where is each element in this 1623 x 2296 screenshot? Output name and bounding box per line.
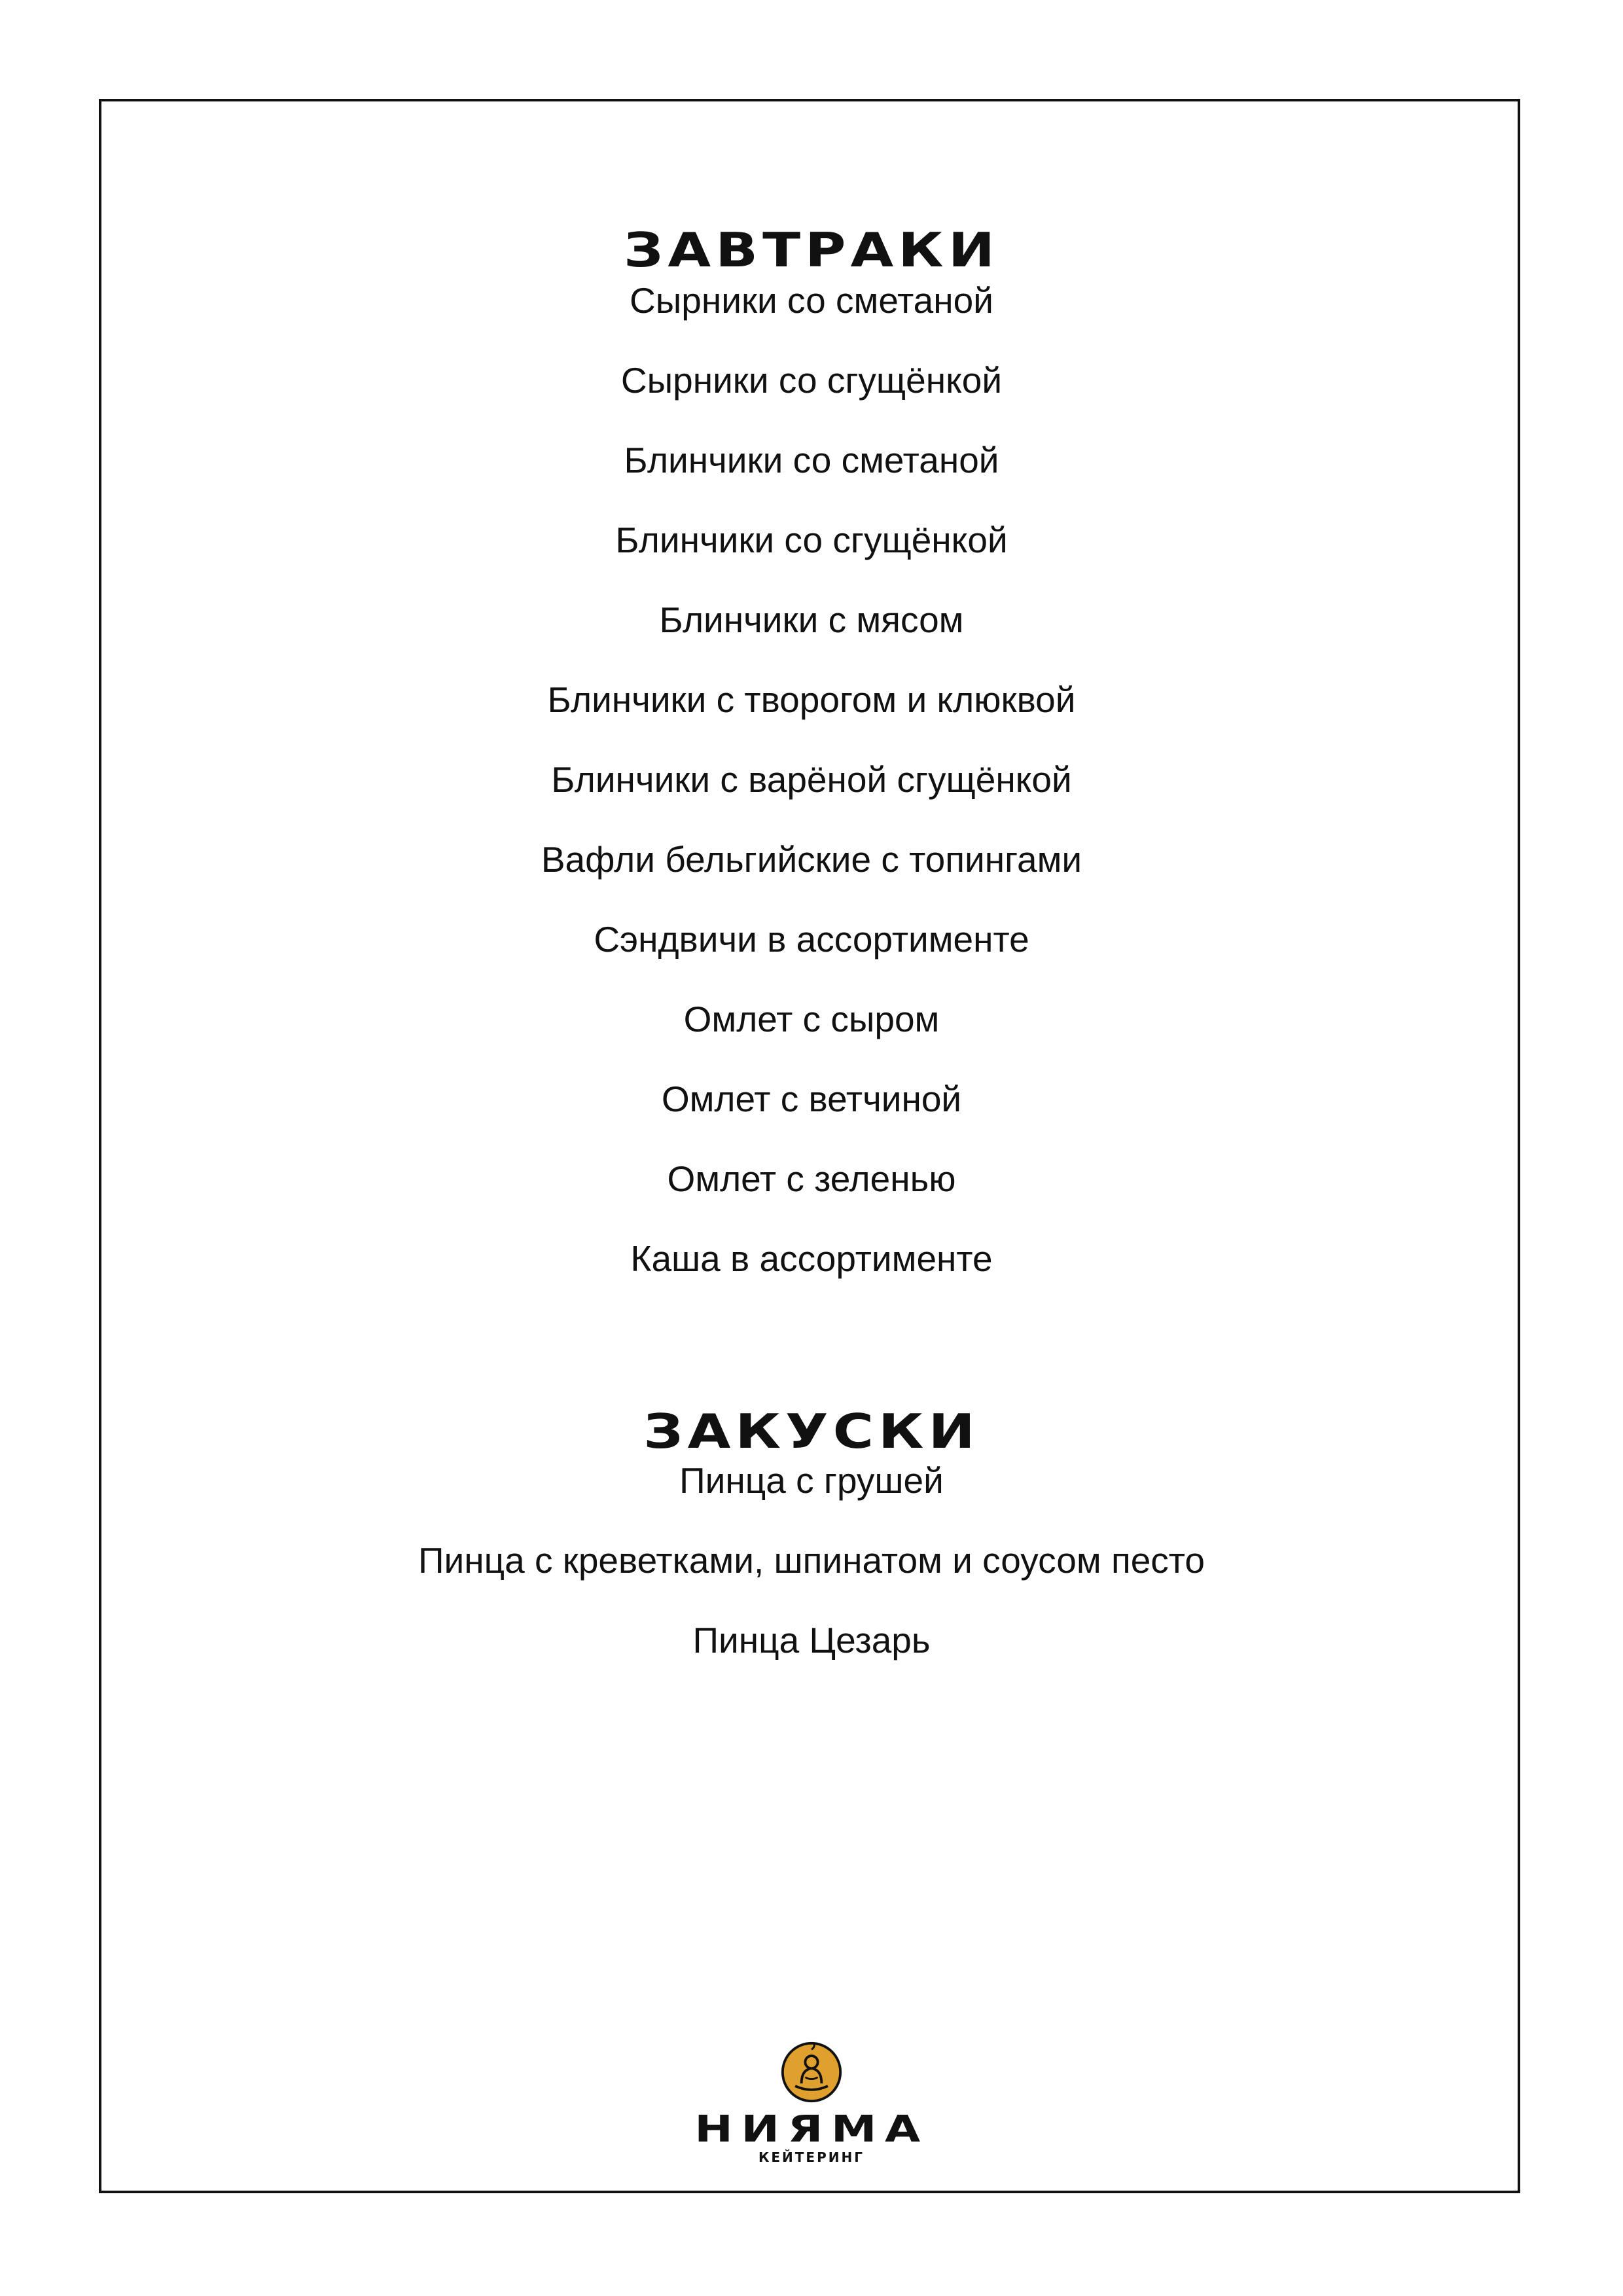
menu-item: Омлет с ветчиной bbox=[661, 1079, 962, 1119]
menu-item: Вафли бельгийские с топингами bbox=[541, 839, 1082, 880]
monk-emblem-icon bbox=[780, 2041, 843, 2104]
section-title-snacks: ЗАКУСКИ bbox=[643, 1404, 980, 1460]
menu-item: Омлет с зеленью bbox=[667, 1158, 956, 1199]
menu-item: Пинца с грушей bbox=[679, 1460, 944, 1501]
menu-list-snacks bbox=[0, 1460, 1623, 1702]
menu-list-breakfast bbox=[0, 280, 1623, 1321]
menu-item: Сырники со сметаной bbox=[630, 280, 993, 321]
section-title-breakfast: ЗАВТРАКИ bbox=[623, 223, 1000, 278]
menu-item: Блинчики с варёной сгущёнкой bbox=[551, 759, 1072, 800]
menu-item: Блинчики со сгущёнкой bbox=[615, 520, 1008, 560]
menu-item: Блинчики со сметаной bbox=[624, 440, 999, 480]
menu-item: Блинчики с творогом и клюквой bbox=[547, 679, 1076, 720]
brand-name: НИЯМА bbox=[694, 2108, 929, 2151]
menu-item: Сырники со сгущёнкой bbox=[620, 360, 1003, 401]
menu-item: Пинца с креветками, шпинатом и соусом песто bbox=[418, 1540, 1205, 1581]
menu-item: Пинца Цезарь bbox=[692, 1620, 931, 1660]
menu-item: Каша в ассортименте bbox=[630, 1238, 993, 1279]
brand-subtitle: КЕЙТЕРИНГ bbox=[758, 2149, 865, 2165]
brand-logo bbox=[0, 2041, 1623, 2172]
menu-item: Блинчики с мясом bbox=[659, 600, 964, 640]
menu-item: Омлет с сыром bbox=[683, 999, 940, 1039]
menu-item: Сэндвичи в ассортименте bbox=[594, 919, 1029, 960]
